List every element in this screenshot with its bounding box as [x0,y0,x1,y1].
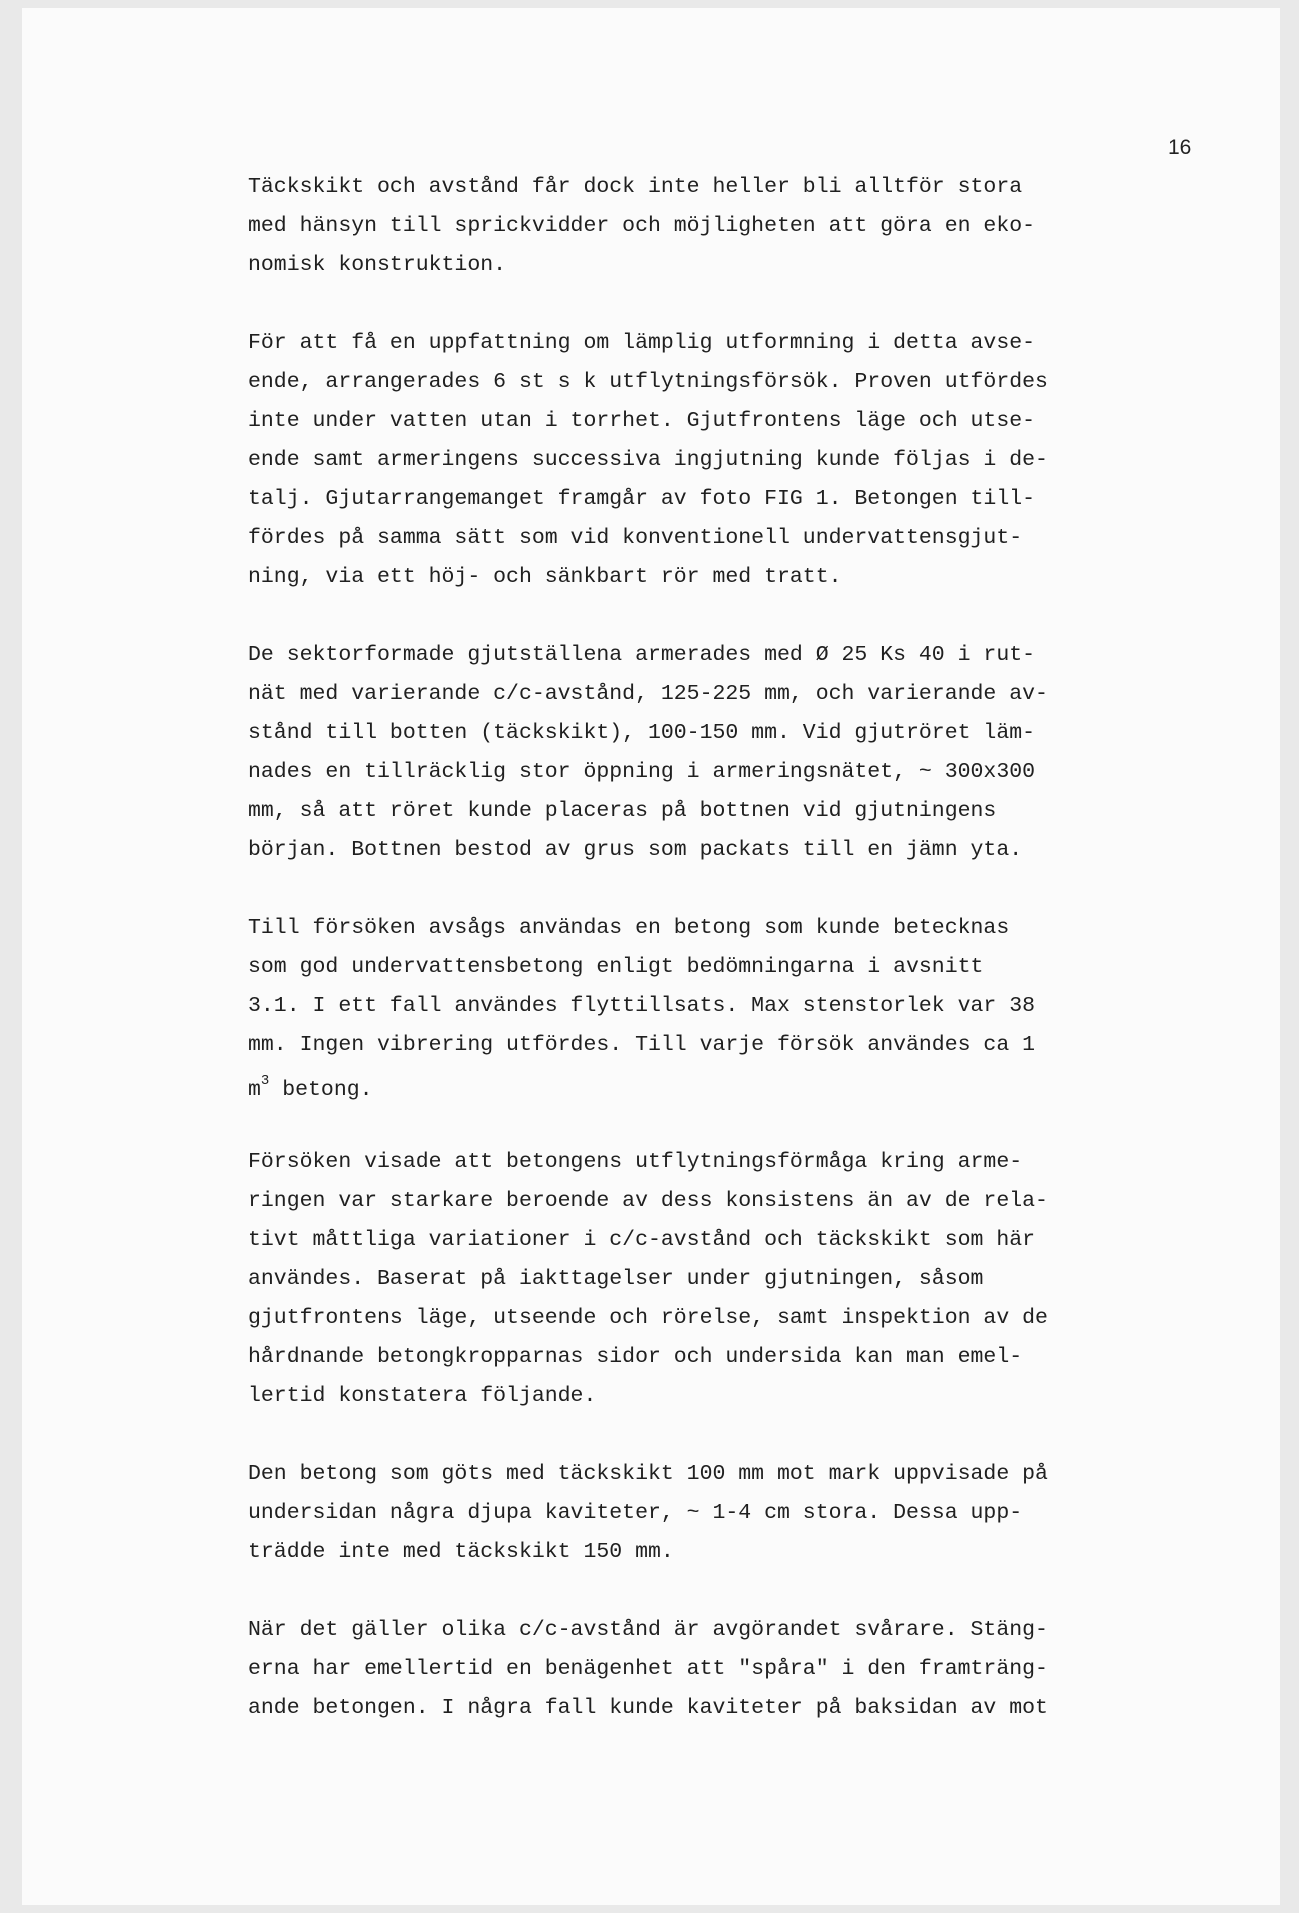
paragraph-5 [248,1143,1118,1416]
text-line: stånd till botten (täckskikt), 100-150 mm. Vid gjutröret läm- [248,721,1036,745]
text-line: inte under vatten utan i torrhet. Gjutfrontens läge och utse- [248,409,1036,433]
text-line: ende, arrangerades 6 st s k utflytningsförsök. Proven utfördes [248,370,1048,394]
text-line: ning, via ett höj- och sänkbart rör med tratt. [248,565,842,589]
text-line: gjutfrontens läge, utseende och rörelse, samt inspektion av de [248,1306,1048,1330]
text-line: användes. Baserat på iakttagelser under gjutningen, såsom [248,1267,984,1291]
text-line: trädde inte med täckskikt 150 mm. [248,1540,674,1564]
document-page [22,8,1280,1905]
text-line: För att få en uppfattning om lämplig utformning i detta avse- [248,331,1036,355]
paragraph-1 [248,168,1118,285]
text-line: undersidan några djupa kaviteter, ~ 1-4 cm stora. Dessa upp- [248,1501,1023,1525]
paragraph-6 [248,1455,1118,1572]
paragraph-2 [248,324,1118,597]
text-line: ende samt armeringens successiva ingjutning kunde följas i de- [248,448,1048,472]
superscript-3: 3 [260,1073,270,1089]
text-line: Den betong som göts med täckskikt 100 mm mot mark uppvisade på [248,1462,1048,1486]
text-line: ringen var starkare beroende av dess konsistens än av de rela- [248,1189,1048,1213]
text-line: ande betongen. I några fall kunde kaviteter på baksidan av mot [248,1696,1048,1720]
text-line: mm, så att röret kunde placeras på bottnen vid gjutningens [248,799,997,823]
text-line: fördes på samma sätt som vid konventionell undervattensgjut- [248,526,1023,550]
text-line: mm. Ingen vibrering utfördes. Till varje försök användes ca 1 [248,1033,1036,1057]
text-line: När det gäller olika c/c-avstånd är avgörandet svårare. Stäng- [248,1618,1048,1642]
text-line: med hänsyn till sprickvidder och möjligheten att göra en eko- [248,214,1036,238]
text-line: början. Bottnen bestod av grus som packats till en jämn yta. [248,838,1023,862]
text-line: som god undervattensbetong enligt bedömningarna i avsnitt [248,955,984,979]
paragraph-3 [248,636,1118,870]
text-line: nät med varierande c/c-avstånd, 125-225 mm, och varierande av- [248,682,1048,706]
text-line: hårdnande betongkropparnas sidor och undersida kan man emel- [248,1345,1023,1369]
text-line: De sektorformade gjutställena armerades med Ø 25 Ks 40 i rut- [248,643,1036,667]
text-line: erna har emellertid en benägenhet att "spåra" i den framträng- [248,1657,1048,1681]
text-line: 3.1. I ett fall användes flyttillsats. Max stenstorlek var 38 [248,994,1036,1018]
text-line: nades en tillräcklig stor öppning i armeringsnätet, ~ 300x300 [248,760,1036,784]
unit-m: m [248,1078,261,1103]
line-suffix: betong. [269,1078,373,1103]
text-line [248,1065,1118,1104]
text-line: lertid konstatera följande. [248,1384,597,1408]
text-line: Till försöken avsågs användas en betong som kunde betecknas [248,916,1010,940]
text-line: Försöken visade att betongens utflytningsförmåga kring arme- [248,1150,1023,1174]
text-line: talj. Gjutarrangemanget framgår av foto FIG 1. Betongen till- [248,487,1036,511]
text-line: Täckskikt och avstånd får dock inte heller bli alltför stora [248,175,1023,199]
text-line: tivt måttliga variationer i c/c-avstånd och täckskikt som här [248,1228,1036,1252]
body-text [248,168,1118,1767]
page-number: 16 [1168,136,1192,159]
text-line: nomisk konstruktion. [248,253,507,277]
paragraph-7 [248,1611,1118,1728]
paragraph-4 [248,909,1118,1104]
